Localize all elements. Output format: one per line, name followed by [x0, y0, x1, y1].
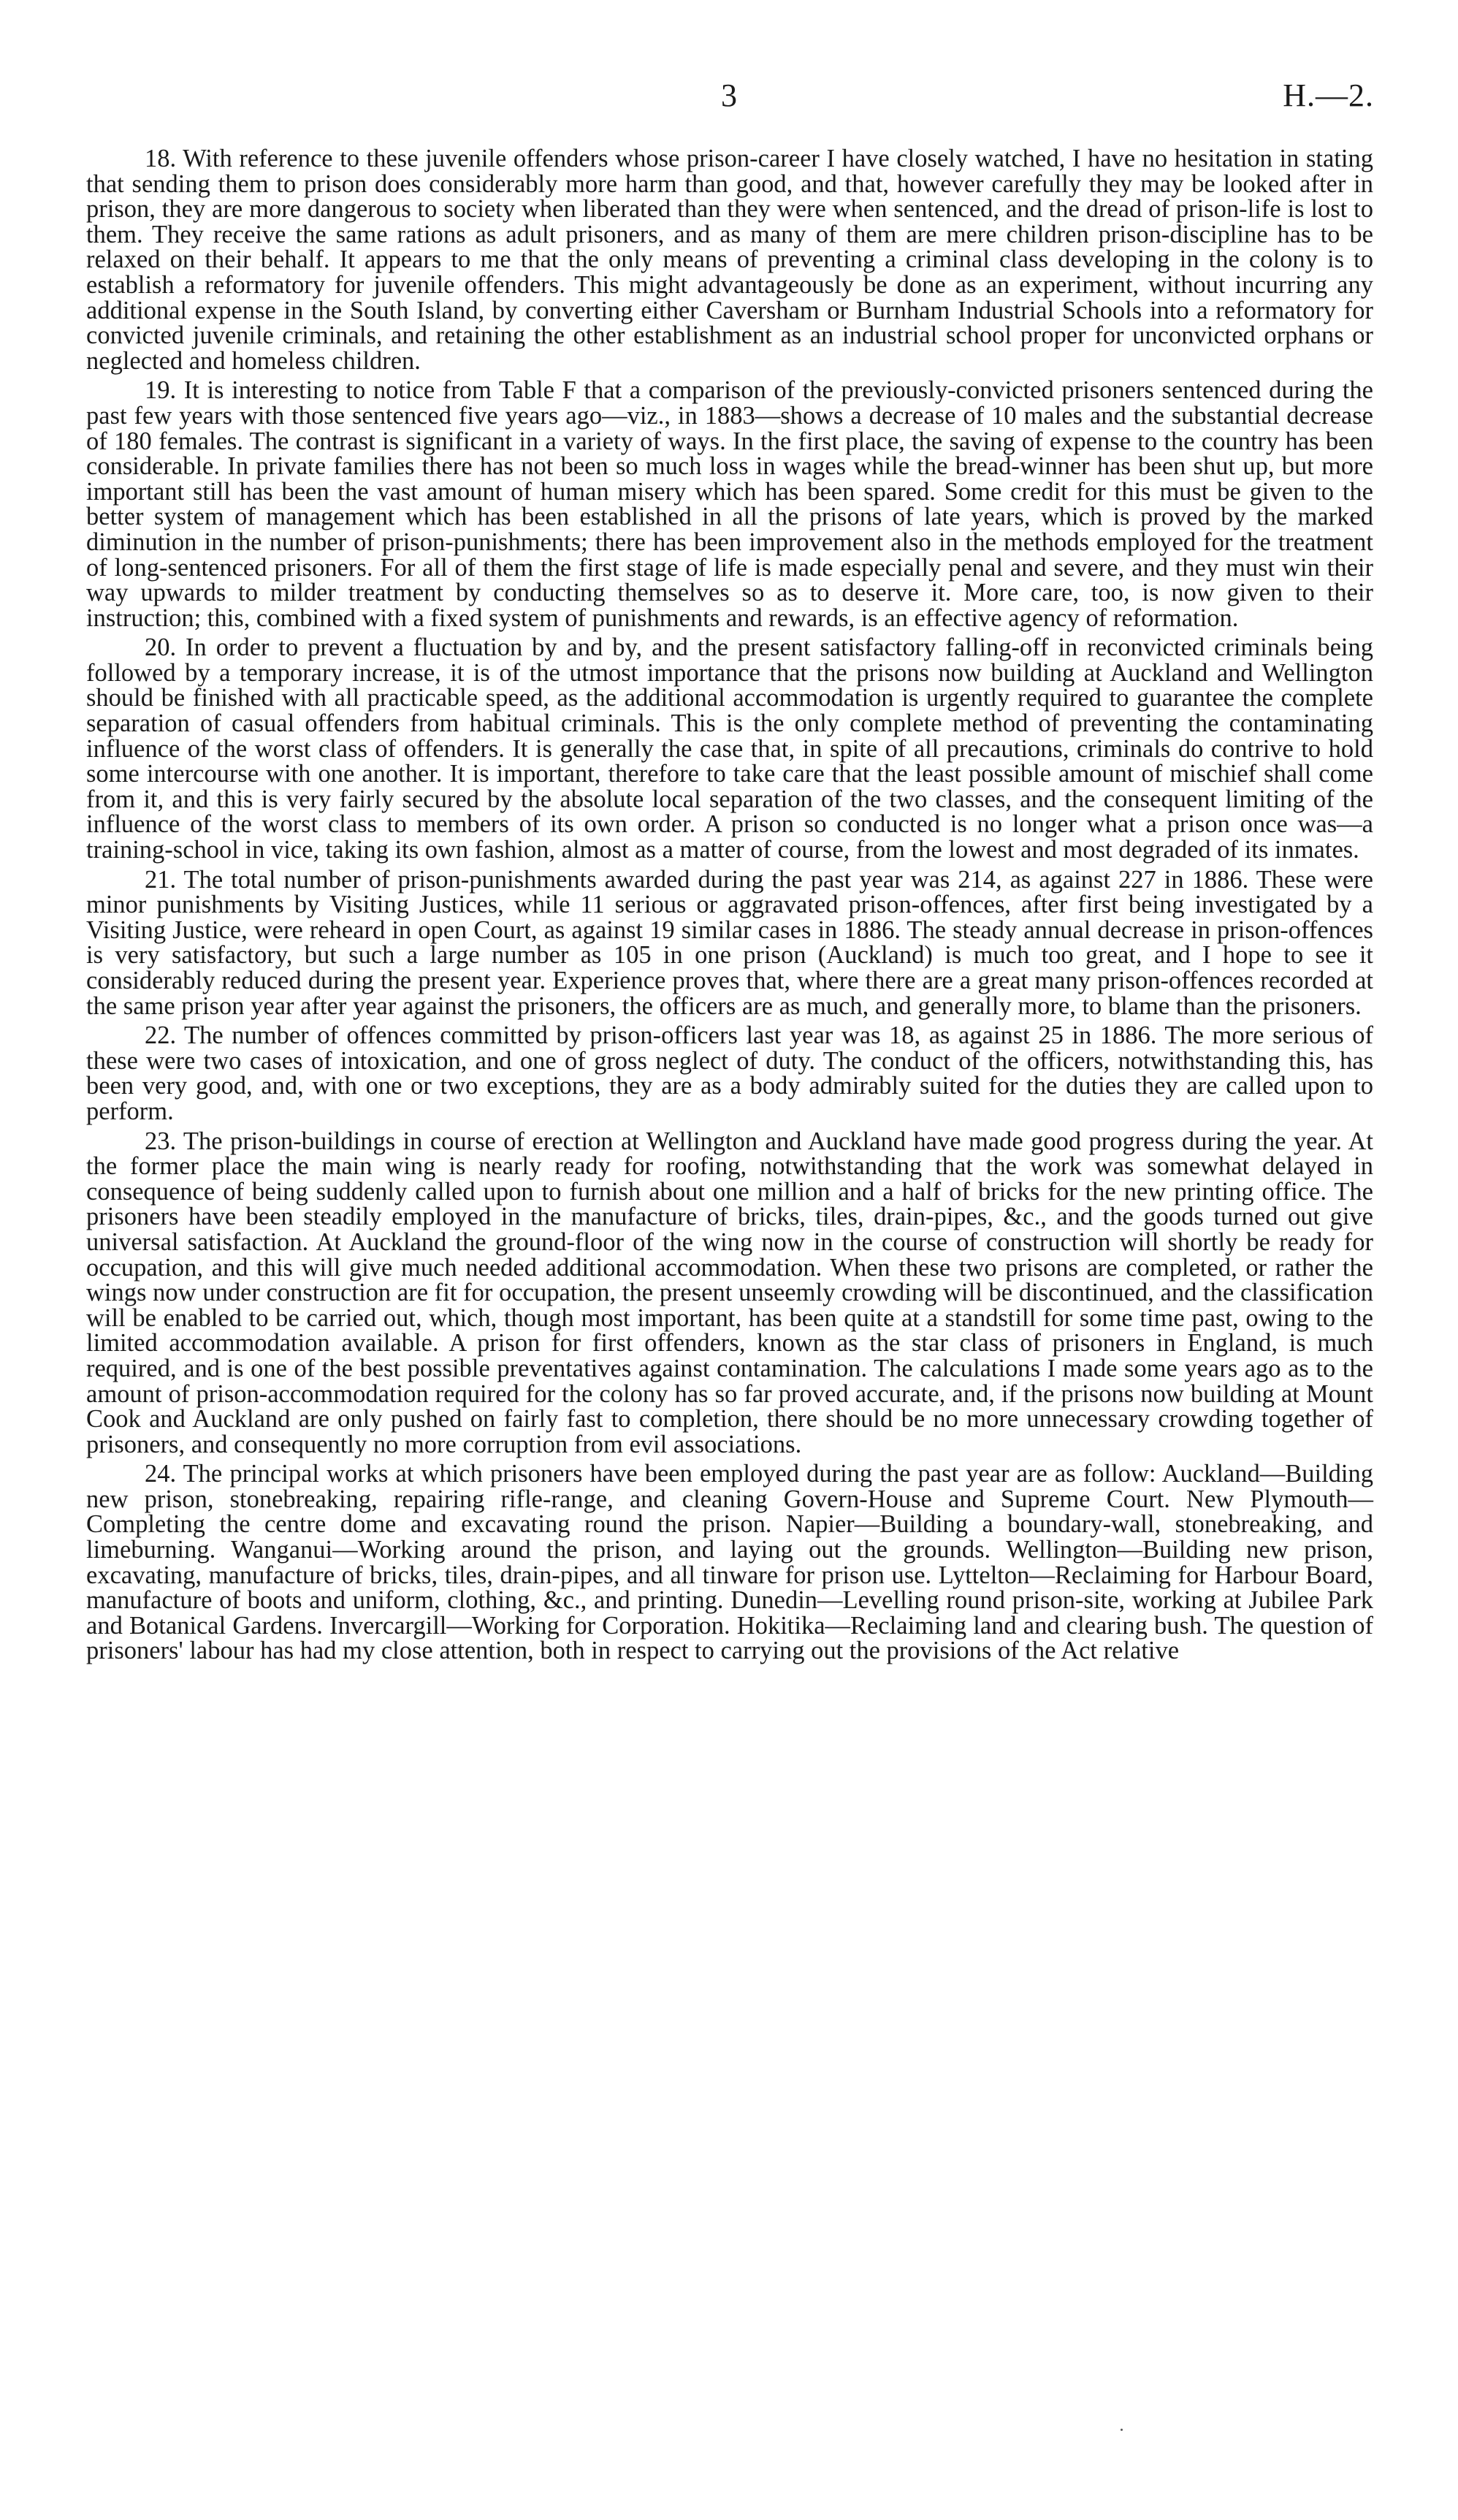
print-speck	[1121, 2429, 1123, 2431]
paragraph-21: 21. The total number of prison-punishments awarded during the past year was 214, as against 227 in 1886. These were minor punishments by Visiting Justices, while 11 serious or aggravated prison-offences, after first being investigated by a Visiting Justice, were reheard in open Court, as against 19 similar cases in 1886. The steady annual decrease in prison-offences is very satisfactory, but such a large number as 105 in one prison (Auckland) is much too great, and I hope to see it considerably reduced during the present year. Experience proves that, where there are a great many prison-offences recorded at the same prison year after year against the prisoners, the officers are as much, and generally more, to blame than the prisoners.	[86, 865, 1373, 1020]
document-reference: H.—2.	[1283, 77, 1374, 113]
report-body	[86, 146, 1373, 1668]
page-number: 3	[721, 77, 737, 113]
paragraph-18: 18. With reference to these juvenile offenders whose prison-career I have closely watched, I have no hesitation in stating that sending them to prison does considerably more harm than good, and that, however carefully they may be looked after in prison, they are more dangerous to society when liberated than they were when sentenced, and the dread of prison-life is lost to them. They receive the same rations as adult prisoners, and as many of them are mere children prison-discipline has to be relaxed on their behalf. It appears to me that the only means of preventing a criminal class developing in the colony is to establish a reformatory for juvenile offenders. This might advantageously be done as an experiment, without incurring any additional expense in the South Island, by converting either Caversham or Burnham Industrial Schools into a reformatory for convicted juvenile criminals, and retaining the other establishment as an industrial school proper for unconvicted orphans or neglected and homeless children.	[86, 145, 1373, 375]
paragraph-20: 20. In order to prevent a fluctuation by and by, and the present satisfactory falling-off in reconvicted criminals being followed by a temporary increase, it is of the utmost importance that the prisons now building at Auckland and Wellington should be finished with all practicable speed, as the additional accommodation is urgently required to guarantee the complete separation of casual offenders from habitual criminals. This is the only complete method of preventing the contaminating influence of the worst class of offenders. It is generally the case that, in spite of all precautions, criminals do contrive to hold some intercourse with one another. It is important, therefore to take care that the least possible amount of mischief shall come from it, and this is very fairly secured by the absolute local separation of the two classes, and the consequent limiting of the influence of the worst class to members of its own order. A prison so conducted is no longer what a prison once was—a training-school in vice, taking its own fashion, almost as a matter of course, from the lowest and most degraded of its inmates.	[86, 633, 1373, 864]
paragraph-22: 22. The number of offences committed by prison-officers last year was 18, as against 25 in 1886. The more serious of these were two cases of intoxication, and one of gross neglect of duty. The conduct of the officers, notwithstanding this, has been very good, and, with one or two exceptions, they are as a body admirably suited for the duties they are called upon to perform.	[86, 1021, 1373, 1125]
paragraph-24: 24. The principal works at which prisoners have been employed during the past year are as follow: Auckland—Building new prison, stonebreaking, repairing rifle-range, and cleaning Govern-House and Supreme Court. New Plymouth—Completing the centre dome and excavating round the prison. Napier—Building a boundary-wall, stonebreaking, and limeburning. Wanganui—Working around the prison, and laying out the grounds. Wellington—Building new prison, excavating, manufacture of bricks, tiles, drain-pipes, and all tinware for prison use. Lyttelton—Reclaiming for Harbour Board, manufacture of boots and uniform, clothing, &c., and printing. Dunedin—Levelling round prison-site, working at Jubilee Park and Botanical Gardens. Invercargill—Working for Corporation. Hokitika—Reclaiming land and clearing bush. The question of prisoners' labour has had my close attention, both in respect to carrying out the provisions of the Act relative	[86, 1460, 1373, 1665]
paragraph-19: 19. It is interesting to notice from Table F that a comparison of the previously-convicted prisoners sentenced during the past few years with those sentenced five years ago—viz., in 1883—shows a decrease of 10 males and the substantial decrease of 180 females. The contrast is significant in a variety of ways. In the first place, the saving of expense to the country has been considerable. In private families there has not been so much loss in wages while the bread-winner has been shut up, but more important still has been the vast amount of human misery which has been spared. Some credit for this must be given to the better system of management which has been established in all the prisons of late years, which is proved by the marked diminution in the number of prison-punishments; there has been improvement also in the methods employed for the treatment of long-sentenced prisoners. For all of them the first stage of life is made especially penal and severe, and they must win their way upwards to milder treatment by conducting themselves so as to deserve it. More care, too, is now given to their instruction; this, combined with a fixed system of punishments and rewards, is an effective agency of reformation.	[86, 376, 1373, 632]
paragraph-23: 23. The prison-buildings in course of erection at Wellington and Auckland have made good progress during the year. At the former place the main wing is nearly ready for roofing, notwithstanding that the work was somewhat delayed in consequence of being suddenly called upon to furnish about one million and a half of bricks for the new printing office. The prisoners have been steadily employed in the manufacture of bricks, tiles, drain-pipes, &c., and the goods turned out give universal satisfaction. At Auckland the ground-floor of the wing now in the course of construction will shortly be ready for occupation, and this will give much needed additional accommodation. When these two prisons are completed, or rather the wings now under construction are fit for occupation, the present unseemly crowding will be discontinued, and the classification will be enabled to be carried out, which, though most important, has been quite at a standstill for some time past, owing to the limited accommodation available. A prison for first offenders, known as the star class of prisoners in England, is much required, and is one of the best possible preventatives against contamination. The calculations I made some years ago as to the amount of prison-accommodation required for the colony has so far proved accurate, and, if the prisons now building at Mount Cook and Auckland are only pushed on fairly fast to completion, there should be no more unnecessary crowding together of prisoners, and consequently no more corruption from evil associations.	[86, 1127, 1373, 1458]
